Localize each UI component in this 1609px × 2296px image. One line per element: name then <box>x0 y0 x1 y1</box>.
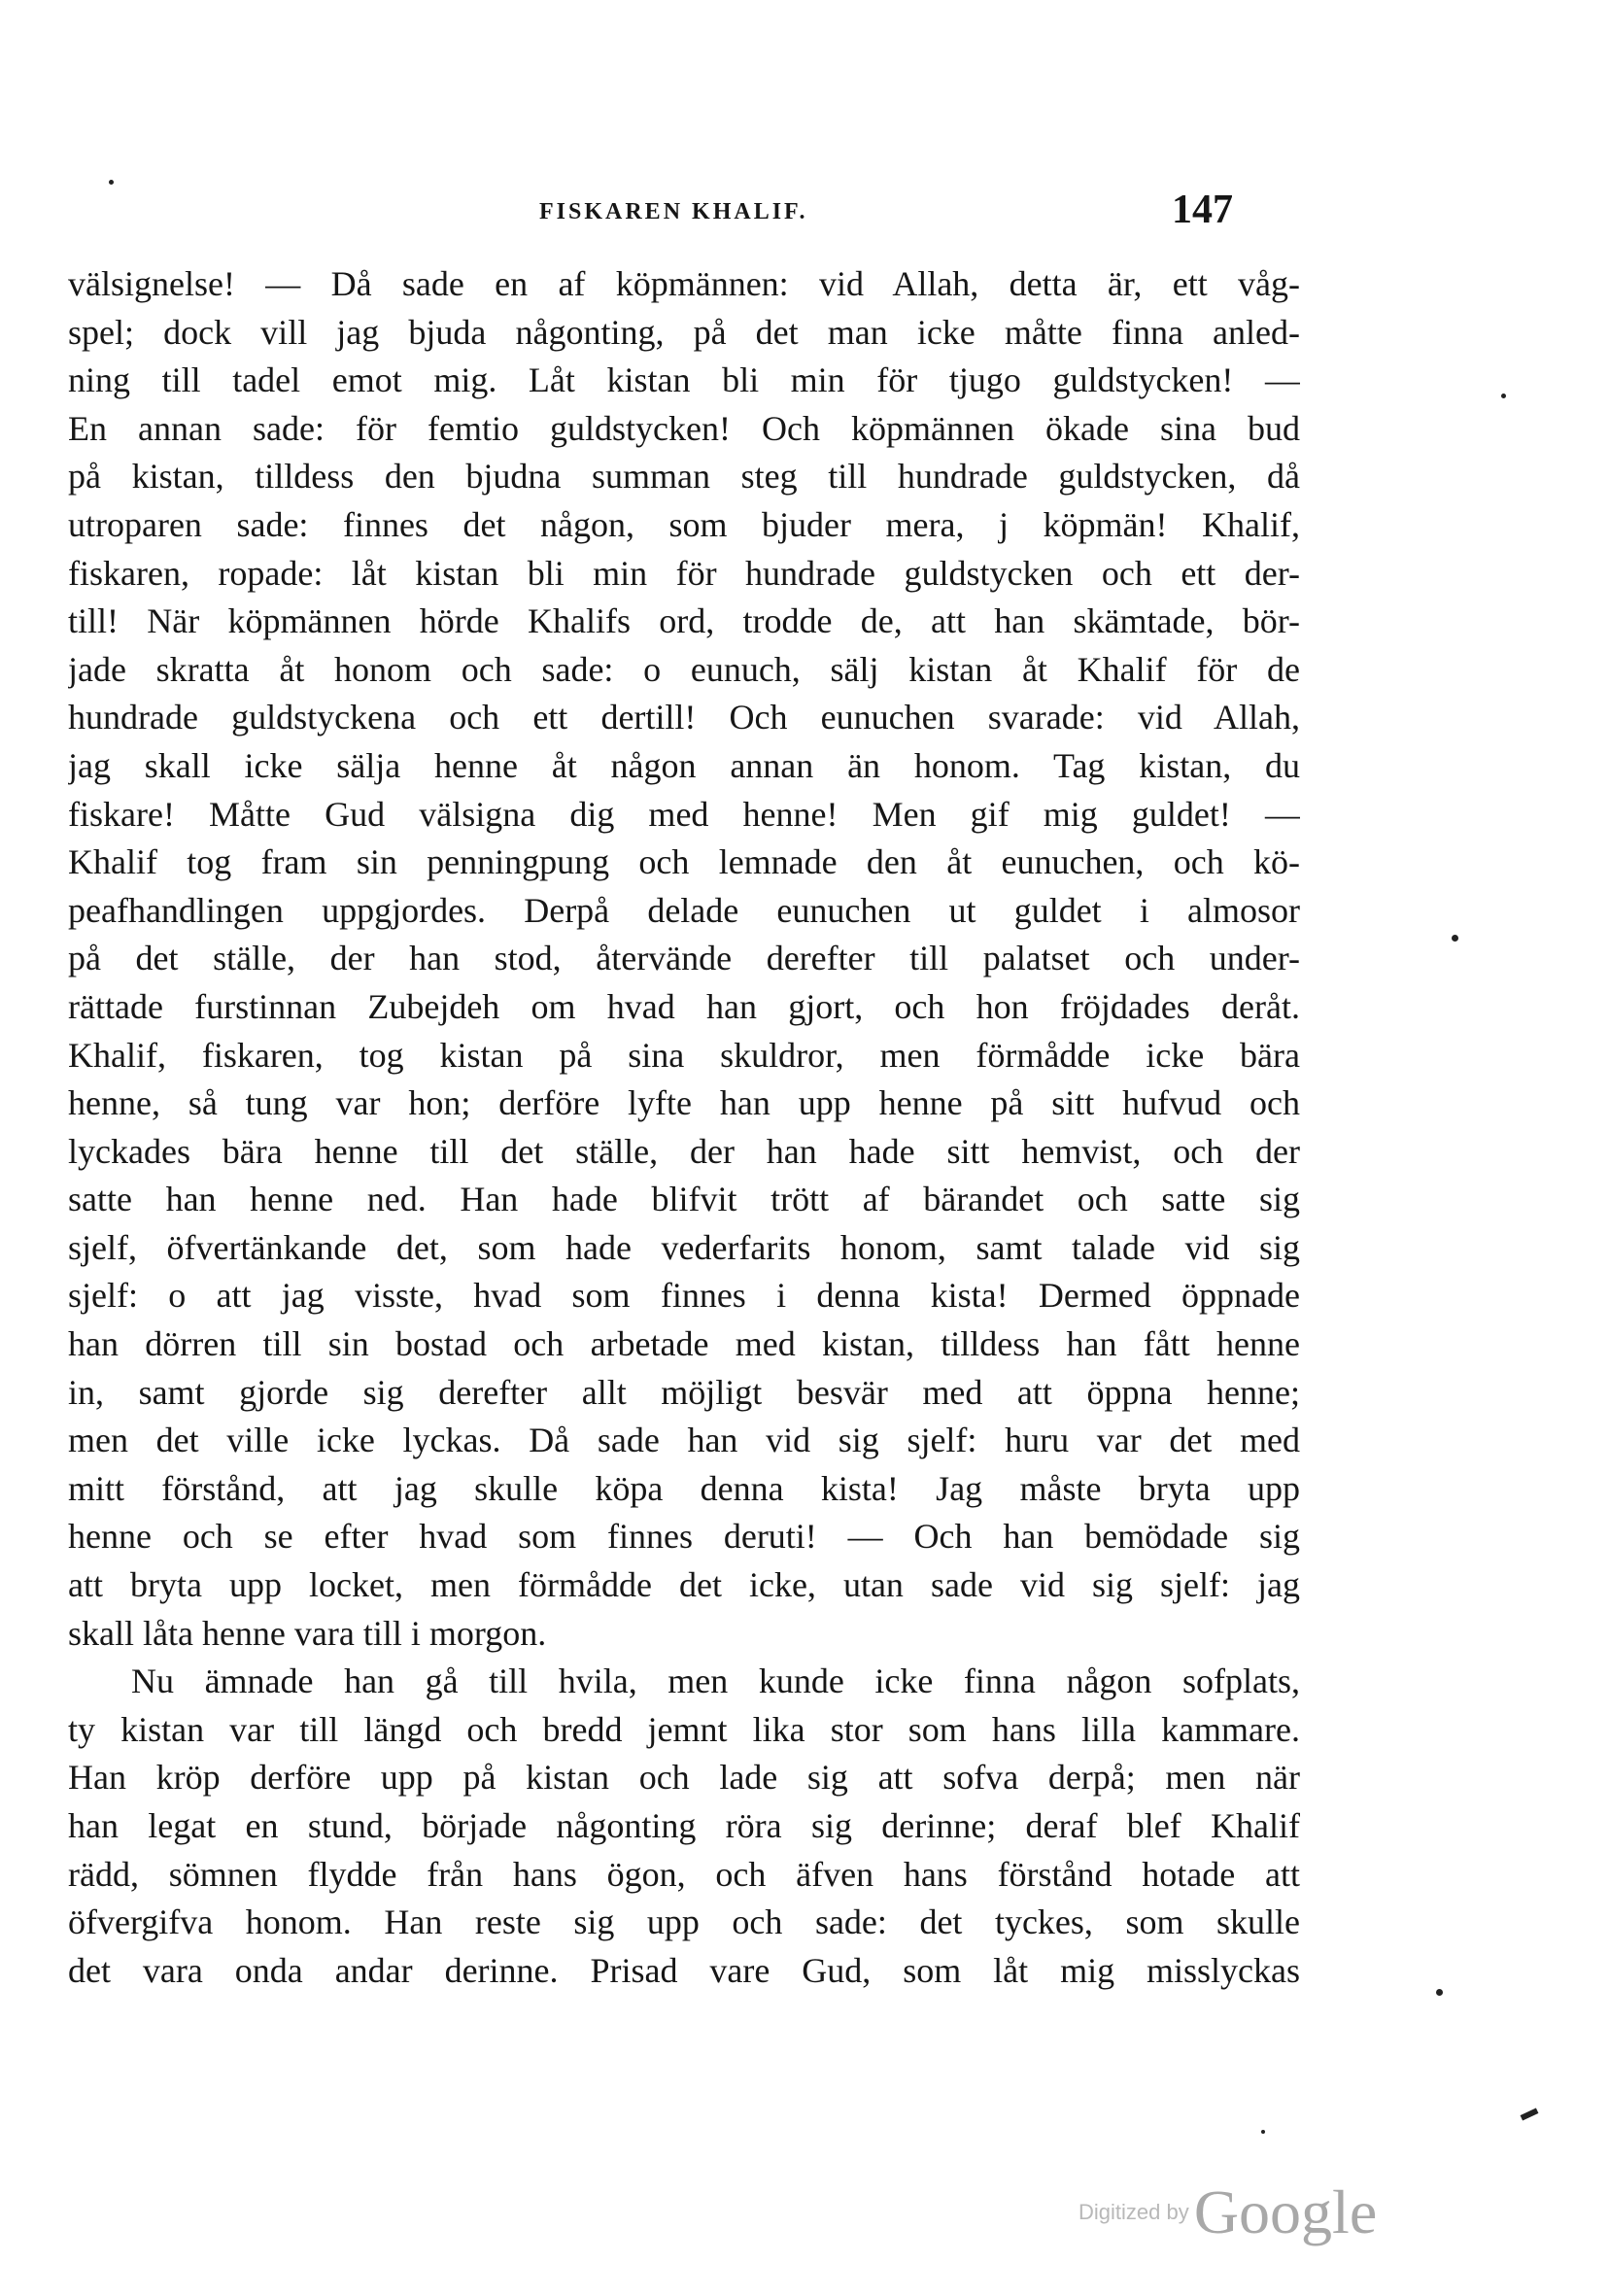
text-line: till! När köpmännen hörde Khalifs ord, trodde de, att han skämtade, bör- <box>68 601 1300 641</box>
text-line: Khalif tog fram sin penningpung och lemnade den åt eunuchen, och kö- <box>68 842 1300 882</box>
text-line: henne, så tung var hon; derföre lyfte han upp henne på sitt hufvud och <box>68 1083 1300 1123</box>
text-line: peafhandlingen uppgjordes. Derpå delade eunuchen ut guldet i almosor <box>68 890 1300 930</box>
text-line: rättade furstinnan Zubejdeh om hvad han gjort, och hon fröjdades deråt. <box>68 986 1300 1026</box>
text-line: men det ville icke lyckas. Då sade han vid sig sjelf: huru var det med <box>68 1421 1300 1460</box>
text-line: på kistan, tilldess den bjudna summan steg till hundrade guldstycken, då <box>68 457 1300 497</box>
running-title: FISKAREN KHALIF. <box>539 199 808 224</box>
text-line: sjelf, öfvertänkande det, som hade vederfarits honom, samt talade vid sig <box>68 1227 1300 1267</box>
text-line: ty kistan var till längd och bredd jemnt lika stor som hans lilla kammare. <box>68 1709 1300 1749</box>
text-line: En annan sade: för femtio guldstycken! Och köpmännen ökade sina bud <box>68 408 1300 448</box>
text-line: han dörren till sin bostad och arbetade med kistan, tilldess han fått henne <box>68 1324 1300 1364</box>
text-line: henne och se efter hvad som finnes deruti! — Och han bemödade sig <box>68 1517 1300 1557</box>
text-line: Khalif, fiskaren, tog kistan på sina skuldror, men förmådde icke bära <box>68 1035 1300 1075</box>
page-number: 147 <box>1172 188 1233 232</box>
text-line: mitt förstånd, att jag skulle köpa denna kista! Jag måste bryta upp <box>68 1468 1300 1508</box>
text-line: in, samt gjorde sig derefter allt möjligt besvär med att öppna henne; <box>68 1372 1300 1412</box>
text-line: ning till tadel emot mig. Låt kistan bli min för tjugo guldstycken! — <box>68 360 1300 400</box>
text-line: välsignelse! — Då sade en af köpmännen: vid Allah, detta är, ett våg- <box>68 264 1300 303</box>
text-line: på det ställe, der han stod, återvände derefter till palatset och under- <box>68 939 1300 978</box>
scan-mark <box>1521 2108 1539 2120</box>
text-line: jag skall icke sälja henne åt någon annan än honom. Tag kistan, du <box>68 745 1300 785</box>
body-text <box>68 260 1300 1995</box>
text-line: utroparen sade: finnes det någon, som bjuder mera, j köpmän! Khalif, <box>68 504 1300 544</box>
speck-mark <box>1436 1989 1443 1996</box>
text-line: skall låta henne vara till i morgon. <box>68 1613 547 1653</box>
google-logo: Google <box>1193 2177 1378 2246</box>
text-line-indented: Nu ämnade han gå till hvila, men kunde icke finna någon sofplats, <box>131 1662 1300 1701</box>
text-line: öfvergifva honom. Han reste sig upp och sade: det tyckes, som skulle <box>68 1902 1300 1942</box>
text-line: fiskare! Måtte Gud välsigna dig med henne! Men gif mig guldet! — <box>68 794 1300 834</box>
speck-mark <box>1501 394 1506 398</box>
text-line: han legat en stund, började någonting röra sig derinne; deraf blef Khalif <box>68 1806 1300 1845</box>
text-line: hundrade guldstyckena och ett dertill! Och eunuchen svarade: vid Allah, <box>68 698 1300 737</box>
text-line: fiskaren, ropade: låt kistan bli min för hundrade guldstycken och ett der- <box>68 553 1300 593</box>
speck-mark <box>1452 935 1458 942</box>
text-line: det vara onda andar derinne. Prisad vare Gud, som låt mig misslyckas <box>68 1950 1300 1990</box>
watermark-prefix: Digitized by <box>1078 2200 1189 2224</box>
text-line: lyckades bära henne till det ställe, der han hade sitt hemvist, och der <box>68 1131 1300 1171</box>
text-line: sjelf: o att jag visste, hvad som finnes i denna kista! Dermed öppnade <box>68 1276 1300 1316</box>
text-line: spel; dock vill jag bjuda någonting, på det man icke måtte finna anled- <box>68 312 1300 352</box>
text-line: att bryta upp locket, men förmådde det icke, utan sade vid sig sjelf: jag <box>68 1565 1300 1605</box>
digitized-watermark <box>1078 2176 1377 2248</box>
text-line: jade skratta åt honom och sade: o eunuch, sälj kistan åt Khalif för de <box>68 649 1300 689</box>
text-line: Han kröp derföre upp på kistan och lade sig att sofva derpå; men när <box>68 1758 1300 1798</box>
text-line: satte han henne ned. Han hade blifvit trött af bärandet och satte sig <box>68 1180 1300 1219</box>
speck-mark <box>109 180 114 185</box>
text-line: rädd, sömnen flydde från hans ögon, och äfven hans förstånd hotade att <box>68 1854 1300 1894</box>
speck-mark <box>1261 2130 1265 2134</box>
